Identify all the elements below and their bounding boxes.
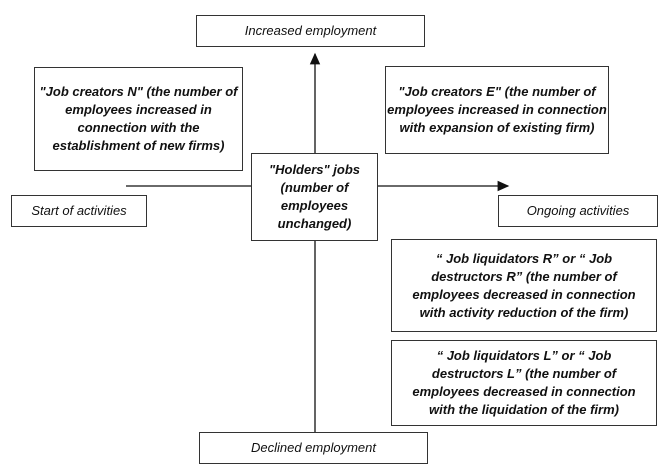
holders-jobs-text: "Holders" jobs (number of employees unchanged): [268, 162, 361, 231]
start-of-activities-label: Start of activities: [31, 203, 127, 218]
job-creators-n-box: [34, 67, 243, 171]
job-liquidators-r-box: [391, 239, 657, 332]
increased-employment-box: [196, 15, 425, 47]
job-creators-e-text: "Job creators E" (the number of employees increased in connection with expansion of existing firm): [387, 84, 607, 135]
job-liquidators-l-box: [391, 340, 657, 426]
job-liquidators-l-text: “ Job liquidators L” or “ Job destructors L” (the number of employees decreased in connection with the liquidation of the firm): [412, 348, 636, 417]
ongoing-activities-box: [498, 195, 658, 227]
job-creators-e-box: [385, 66, 609, 154]
holders-jobs-box: [251, 153, 378, 241]
increased-employment-label: Increased employment: [244, 23, 377, 38]
job-liquidators-r-text: “ Job liquidators R” or “ Job destructors R” (the number of employees decreased in connection with activity reduction of the firm): [412, 250, 636, 320]
job-creators-n-text: "Job creators N" (the number of employees increased in connection with the establishment of new firms): [39, 84, 238, 153]
declined-employment-box: [199, 432, 428, 464]
declined-employment-label: Declined employment: [250, 440, 376, 455]
ongoing-activities-label: Ongoing activities: [526, 203, 630, 218]
start-of-activities-box: [11, 195, 147, 227]
